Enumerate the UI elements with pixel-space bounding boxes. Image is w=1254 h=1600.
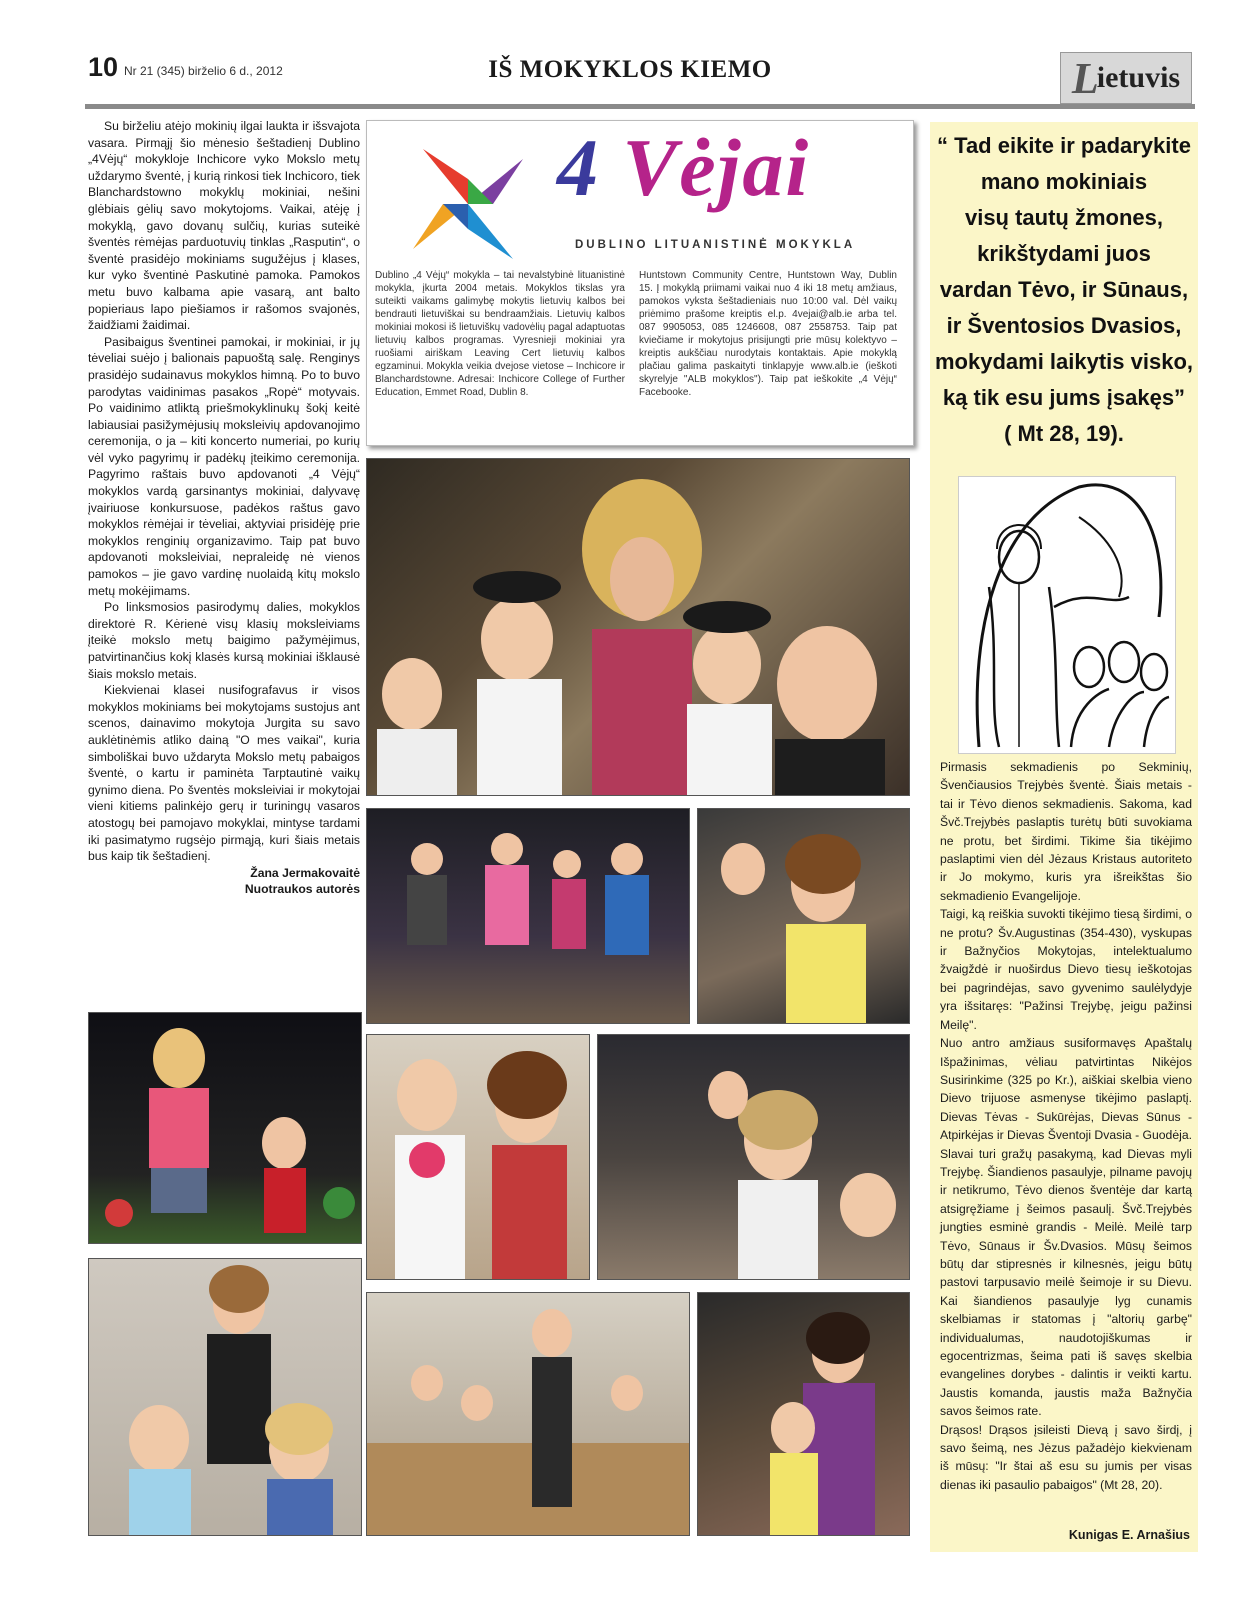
quote-line: ir Šventosios Dvasios,	[946, 313, 1182, 338]
ad-title-word: Vėjai	[622, 122, 811, 213]
sidebar-paragraph: Slavai turi gražų pasakymą, kad Dievas myli Trejybę. Šiandienos pasaulyje, pilname pavojų ir netikrumo, Tėvo dienos šventėje dar kartą atsigręžiame į šeimos pasaulį. Švč.Trejybės jungties esminė grandis - Meilė. Meilė tarp Tėvo, Sūnaus ir Šv.Dvasios. Mūsų šeimos būtų dar stipresnės ir kilnesnės, jeigu būtų pastovi tarpusavio meilė šeimoje ir su Dievu. Kai šiandienos pasaulyje lyg cunamis skelbiamas ir statomas į "altorių garbę" individualumas, naudotojiškumas ir egocentrizmas, šeima pati iš savęs skelbia evangelines dorybes - dalintis ir veikti kartu. Jaustis komanda, jaustis maža Bažnyčia savos šeimos rate.	[940, 1146, 1192, 1419]
photo-singer-figures	[89, 1013, 361, 1243]
ad-title-number: 4	[557, 122, 600, 213]
quote-line: visų tautų žmones,	[964, 205, 1164, 230]
photo-teacher-figures	[89, 1259, 361, 1535]
sidebar-paragraph: Drąsos! Drąsos įsileisti Dievą į savo širdį, į savo šeimą, nes Jėzus pažadėjo kiekvienam iš mūsų: "Ir štai aš esu su jumis per visas dienas iki pasaulio pabaigos" (Mt 28, 20).	[940, 1422, 1192, 1492]
sidebar-paragraph: Taigi, ką reiškia suvokti tikėjimo tiesą širdimi, o ne protu? Šv.Augustinas (354-430), vyskupas ir Bažnyčios Mokytojas, intelektualumo žvaigždė ir nuoširdus Dievo tiesų ieškotojas bei pagrindėjas, savo gyvenimo saulėlydyje yra išsitaręs: "Pažinsi Trejybę, jeigu pažinsi Meilę".	[940, 907, 1192, 1032]
photo-audience-children	[597, 1034, 910, 1280]
article-paragraph: Pasibaigus šventinei pamokai, ir mokiniai, ir jų tėveliai suėjo į balionais papuoštą salę. Renginys prasidėjo sudainavus mokyklos himną. Po to buvo parodytas vaidinimas pasakos „Ropė“ motyvais. Po vaidinimo atliktą priešmokyklinukų šokį keitė labiausiai pasižymėjusių moksleivių apdovanojimo ceremonija, o ja – kiti koncerto numeriai, po kurių vėl vyko pagyrimų ir padėkų įteikimo ceremonija. Pagyrimo raštais buvo apdovanoti „4 Vėjų“ mokyklos vardą garsinantys mokiniai, dalyvavę įvairiuose konkursuose, padėkos raštus gavo mokyklos rėmėjai ir tėveliai, aktyviai prisidėję prie mokyklos renginių organizavimo. Taip pat buvo apdovanoti moksleiviai, nepraleidę nė vienos pamokos – jie gavo vardinę nuolaidą kitų mokslo metų mokėjimams.	[88, 334, 360, 598]
photo-audience-figures	[698, 809, 909, 1023]
photo-play-children	[366, 808, 690, 1024]
quote-line: ką tik esu jums įsakęs”	[942, 385, 1186, 410]
jesus-disciples-illustration	[958, 476, 1176, 754]
sidebar-paragraph: Pirmasis sekmadienis po Sekminių, Švenčiausios Trejybės šventė. Šiais metais - tai ir Tėvo dienos sekmadienis. Sakoma, kad Švč.Trejybės paslaptis turėtų būti suvokiama ne protu, bet širdimi. Tikime šia tikėjimo paslaptimi vien dėl Jėzaus Kristaus autoriteto ir Jo mokymo, kuris yra išreikštas šio sekmadienio Evangelijoje.	[940, 760, 1192, 903]
photo-girls-flowers	[366, 1034, 590, 1280]
issue-info: Nr 21 (345) birželio 6 d., 2012	[124, 64, 283, 78]
quote-line: ( Mt 28, 19).	[1004, 421, 1124, 446]
photo-classroom-figures	[367, 1293, 689, 1535]
ad-title	[557, 121, 810, 215]
photo-girls-figures	[367, 1035, 589, 1279]
article-body	[88, 118, 360, 898]
sidebar-signature: Kunigas E. Arnašius	[1068, 1528, 1190, 1542]
photo-audience-children-figures	[598, 1035, 909, 1279]
ad-text-col2: Huntstown Community Centre, Huntstown Way, Dublin 15. Į mokyklą priimami vaikai nuo 4 iki 18 metų amžiaus, pamokos vyksta šeštadieniais nuo 10:00 val. Dėl vaikų priėmimo prašome kreiptis el.p. 4vejai@alb.ie arba tel. 087 9905053, 085 1246608, 087 2558753. Taip pat kviečiame ir mokytojus prisijungti prie mūsų kolektyvo – kreiptis aukščiau nurodytais kontaktais. Apie mokyklą plačiau galima paskaityti tinklapyje www.alb.ie (ieškoti skyrelyje "ALB mokyklos"). Taip pat ieškokite „4 Vėjų“ Facebooke.	[639, 270, 897, 398]
ad-subtitle: DUBLINO LITUANISTINĖ MOKYKLA	[575, 239, 856, 251]
section-title: IŠ MOKYKLOS KIEMO	[488, 56, 772, 83]
page-number: 10	[88, 52, 119, 82]
sidebar-paragraph: Nuo antro amžiaus susiformavęs Apaštalų Išpažinimas, vėliau patvirtintas Nikėjos Susirinkime (325 po Kr.), aiškiai skelbia vieno Dievo trijuose asmenyse tikėjimo paslaptį. Dievas Tėvas - Sukūrėjas, Dievas Sūnus - Atpirkėjas ir Dievas Šventoji Dvasia - Guodėja.	[940, 1036, 1192, 1143]
photo-teacher-child-figures	[698, 1293, 909, 1535]
jesus-disciples-drawing-icon	[959, 477, 1175, 753]
bible-quote	[930, 128, 1198, 452]
photo-children-hats	[366, 458, 910, 796]
quote-line: vardan Tėvo, ir Sūnaus,	[939, 277, 1189, 302]
photo-teacher-girls	[88, 1258, 362, 1536]
header-rule	[85, 104, 1195, 109]
article-paragraph: Po linksmosios pasirodymų dalies, mokyklos direktorė R. Kėrienė visų klasių moksleiviams įteikė mokslo metų baigimo pažymėjimus, patvirtinančius kokį klasės kursą mokiniai išklausė šiais mokslo metais.	[88, 600, 360, 681]
photo-singer	[88, 1012, 362, 1244]
logo-rest: ietuvis	[1096, 61, 1181, 94]
ad-text-col1: Dublino „4 Vėjų“ mokykla – tai nevalstybinė lituanistinė mokykla, įkurta 2004 metais. Mokyklos tikslas yra suteikti vaikams galimybę mokytis lietuvių kalbos bei bendrauti lietuviškai su bendraamžiais. Lietuvių kalbos mokiniai mokosi iš lietuviškų vadovėlių pagal adaptuotas lietuvių kalbos programas. Vyresnieji mokiniai yra ruošiami airiškam Leaving Cert lietuvių kalbos egzaminui. Mokykla veikia dvejose vietose – Inchicore ir Blanchardstowne. Adresai: Inchicore College of Further Education, Emmet Road, Dublin 8.	[375, 270, 625, 398]
photo-credit: Nuotraukos autorės	[244, 882, 360, 897]
newspaper-logo	[1060, 52, 1192, 104]
photo-audience-girl	[697, 808, 910, 1024]
school-ad	[366, 120, 914, 446]
photo-classroom	[366, 1292, 690, 1536]
quote-line: mano mokiniais	[980, 169, 1148, 194]
article-paragraph: Kiekvienai klasei nusifografavus ir visos mokyklos mokiniams bei mokytojams sustojus ant scenos, dainavimo mokytoja Jurgita su savo auklėtinėmis atliko dainą "O mes vaikai", kuria simboliškai buvo uždaryta Mokslo metų pabaigos šventė, o kartu ir paminėta Tarptautinė vaikų gynimo diena. Po šventės moksleiviai ir mokytojai vieni kitiems palinkėjo gerų ir turiningų vasaros atostogų bei pamojavo mokyklai, mintyse tardami iki pasimatymo rugsėjo pirmąją, kuri šiais metais bus kaip tik šeštadienį.	[88, 683, 360, 864]
article-paragraph: Su birželiu atėjo mokinių ilgai laukta ir išsvajota vasara. Pirmąjį šio mėnesio šeštadienį Dublino „4Vėjų“ mokykloje Inchicore vyko Mokslo metų uždarymo šventė, į kurią rinkosi tiek Inchicoro, tiek Blanchardstowno mokyklų mokiniai, nešini glėbiais gėlių savo mokytojoms. Vaikai, atėję į mokyklą, gavo dovanų sulčių, kurias suteikė šventės rėmėjas parduotuvių tinklas „Rasputin“, o šventė prasidėjo mokiniams sugužėjus į klases, kur vyko šventinė Paskutinė pamoka. Pamokos metu buvo kalbama apie vasarą, ant balto popieriaus lapo piešiamos ir rašomos svajonės, žaidžiami žaidimai.	[88, 119, 360, 333]
logo-initial: L	[1071, 53, 1099, 103]
photo-play-figures	[367, 809, 689, 1023]
pinwheel-logo-icon	[403, 139, 533, 269]
quote-line: “ Tad eikite ir padarykite	[937, 133, 1191, 158]
sidebar-article	[940, 758, 1192, 1494]
quote-line: mokydami laikytis visko,	[934, 349, 1194, 374]
photo-children-hats-figures	[367, 459, 909, 795]
photo-teacher-child	[697, 1292, 910, 1536]
quote-line: krikštydami juos	[977, 241, 1151, 266]
article-author: Žana Jermakovaitė	[250, 865, 360, 880]
